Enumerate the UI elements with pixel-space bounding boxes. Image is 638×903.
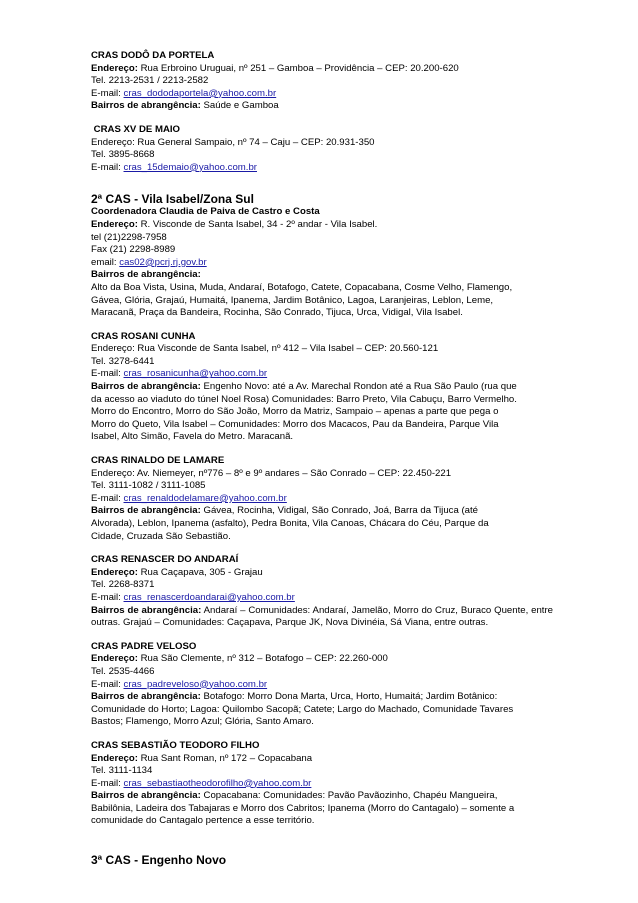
address-value: Rua Sant Roman, nº 172 – Copacabana <box>137 752 313 764</box>
coverage-label: Bairros de abrangência: <box>91 269 201 281</box>
coverage-line <box>91 381 553 394</box>
email-label: E-mail: <box>91 87 124 99</box>
email-label: E-mail: <box>91 777 124 789</box>
email-link[interactable]: cras_renascerdoandarai@yahoo.com.br <box>123 591 295 603</box>
coverage-line <box>91 691 553 704</box>
unit-title: CRAS RINALDO DE LAMARE <box>91 455 225 467</box>
email-line <box>91 493 553 506</box>
email-line <box>91 88 553 101</box>
unit-title: CRAS XV DE MAIO <box>91 123 181 135</box>
cras-padre-block <box>91 641 553 729</box>
coverage-value: Engenho Novo: até a Av. Marechal Rondon até a Rua São Paulo (rua que <box>200 381 517 393</box>
email-label: E-mail: <box>91 591 124 603</box>
coverage-line: Bastos; Flamengo, Morro Azul; Glória, Santo Amaro. <box>91 716 314 728</box>
email-label: E-mail: <box>91 161 124 173</box>
cras-rosani-block <box>91 331 553 444</box>
cras-dodo-block <box>91 50 553 113</box>
cras-renascer-block <box>91 554 553 630</box>
unit-title: CRAS SEBASTIÃO TEODORO FILHO <box>91 739 260 751</box>
address-line: Endereço: Rua General Sampaio, nº 74 – Caju – CEP: 20.931-350 <box>91 136 375 148</box>
section-title: 2ª CAS - Vila Isabel/Zona Sul <box>91 192 254 207</box>
phone-line: Tel. 2213-2531 / 2213-2582 <box>91 75 209 87</box>
coverage-value: Gávea, Rocinha, Vidigal, São Conrado, Joá, Barra da Tijuca (até <box>200 505 478 517</box>
coverage-line <box>91 505 553 518</box>
address-value: Rua São Clemente, nº 312 – Botafogo – CEP: 22.260-000 <box>137 653 388 665</box>
coverage-label: Bairros de abrangência: <box>91 100 201 112</box>
coverage-line: da acesso ao viaduto do túnel Noel Rosa) Comunidades: Barro Preto, Vila Cabuçu, Barro Vermelho. <box>91 393 517 405</box>
unit-title: CRAS RENASCER DO ANDARAÍ <box>91 554 239 566</box>
address-label: Endereço: <box>91 218 138 230</box>
phone-line: Tel. 3278-6441 <box>91 355 155 367</box>
unit-title: CRAS ROSANI CUNHA <box>91 330 196 342</box>
address-value: Rua Caçapava, 305 - Grajau <box>137 566 263 578</box>
address-line: Endereço: Rua Visconde de Santa Isabel, nº 412 – Vila Isabel – CEP: 20.560-121 <box>91 343 439 355</box>
coverage-line <box>91 100 553 113</box>
address-label: Endereço: <box>91 653 138 665</box>
address-line <box>91 219 553 232</box>
coverage-label: Bairros de abrangência: <box>91 381 201 393</box>
address-line <box>91 567 553 580</box>
coverage-value: Andaraí – Comunidades: Andaraí, Jamelão, Morro do Cruz, Buraco Quente, entre outras. Grajaú – Comunidades: Caçapava, Parque JK, Nova Divinéia, Sá Viana, entre outras. <box>91 604 553 629</box>
coverage-line: Gávea, Glória, Grajaú, Humaitá, Ipanema, Jardim Botânico, Lagoa, Laranjeiras, Leblon, Leme, <box>91 294 494 306</box>
coverage-label: Bairros de abrangência: <box>91 790 201 802</box>
phone-line: Tel. 3895-8668 <box>91 149 155 161</box>
address-line <box>91 63 553 76</box>
phone-line: Tel. 2268-8371 <box>91 579 155 591</box>
email-label: E-mail: <box>91 678 124 690</box>
email-label: E-mail: <box>91 368 124 380</box>
address-value: R. Visconde de Santa Isabel, 34 - 2º andar - Vila Isabel. <box>137 218 378 230</box>
coverage-value: Saúde e Gamboa <box>200 100 279 112</box>
email-link[interactable]: cras_15demaio@yahoo.com.br <box>123 161 257 173</box>
coverage-line: Isabel, Alto Simão, Favela do Metro. Maracanã. <box>91 431 294 443</box>
coordinator-line: Coordenadora Claudia de Paiva de Castro e Costa <box>91 206 320 218</box>
document-page <box>91 50 553 828</box>
address-line <box>91 653 553 666</box>
coverage-line: Maracanã, Praça da Bandeira, Rocinha, São Conrado, Tijuca, Urca, Vidigal, Vila Isabel. <box>91 307 463 319</box>
coverage-label: Bairros de abrangência: <box>91 604 202 616</box>
address-line <box>91 753 553 766</box>
email-line <box>91 679 553 692</box>
coverage-line: Comunidade do Horto; Lagoa: Quilombo Sacopã; Catete; Largo do Machado, Comunidade Tavares <box>91 703 514 715</box>
email-line <box>91 257 553 270</box>
email-link[interactable]: cras_dododaportela@yahoo.com.br <box>123 87 277 99</box>
coverage-line: Morro do Encontro, Morro do São João, Morro da Matriz, Sampaio – apenas a parte que pega o <box>91 406 499 418</box>
cras-rinaldo-block <box>91 455 553 543</box>
phone-line: tel (21)2298-7958 <box>91 231 167 243</box>
phone-line: Tel. 2535-4466 <box>91 665 155 677</box>
email-line <box>91 368 553 381</box>
email-line <box>91 162 553 175</box>
phone-line: Tel. 3111-1082 / 3111-1085 <box>91 480 206 492</box>
address-value: Rua Erbroino Uruguai, nº 251 – Gamboa – Providência – CEP: 20.200-620 <box>137 62 459 74</box>
coverage-paragraph <box>91 605 553 630</box>
cras-sebastiao-block <box>91 740 553 828</box>
coverage-line: comunidade do Cantagalo pertence a esse território. <box>91 815 315 827</box>
email-link[interactable]: cras_sebastiaotheodorofilho@yahoo.com.br <box>123 777 312 789</box>
cas2-block <box>91 192 553 319</box>
coverage-label: Bairros de abrangência: <box>91 505 201 517</box>
address-label: Endereço: <box>91 752 138 764</box>
email-line <box>91 592 553 605</box>
coverage-line <box>91 790 553 803</box>
email-label: email: <box>91 256 120 268</box>
coverage-line: Babilônia, Ladeira dos Tabajaras e Morro dos Cabritos; Ipanema (Morro do Cantagalo) – somente a <box>91 802 515 814</box>
email-link[interactable]: cas02@pcrj.rj.gov.br <box>119 256 207 268</box>
address-label: Endereço: <box>91 566 138 578</box>
email-link[interactable]: cras_padreveloso@yahoo.com.br <box>123 678 268 690</box>
fax-line: Fax (21) 2298-8989 <box>91 244 176 256</box>
coverage-line: Alvorada), Leblon, Ipanema (asfalto), Pedra Bonita, Vila Canoas, Chácara do Céu, Parque da <box>91 518 489 529</box>
coverage-value: Copacabana: Comunidades: Pavão Pavãozinho, Chapéu Mangueira, <box>200 790 498 802</box>
phone-line: Tel. 3111-1134 <box>91 765 153 777</box>
unit-title: CRAS PADRE VELOSO <box>91 640 197 652</box>
email-link[interactable]: cras_renaldodelamare@yahoo.com.br <box>123 492 287 504</box>
unit-title: CRAS DODÔ DA PORTELA <box>91 50 215 61</box>
coverage-line: Alto da Boa Vista, Usina, Muda, Andaraí, Botafogo, Catete, Copacabana, Cosme Velho, Flamengo, <box>91 281 513 293</box>
coverage-line: Morro do Queto, Vila Isabel – Comunidades: Morro dos Macacos, Pau da Bandeira, Parque Vila <box>91 418 499 430</box>
address-label: Endereço: <box>91 62 138 74</box>
email-label: E-mail: <box>91 492 124 504</box>
footer-section-title: 3ª CAS - Engenho Novo <box>91 853 227 867</box>
coverage-label: Bairros de abrangência: <box>91 691 201 703</box>
coverage-value: Botafogo: Morro Dona Marta, Urca, Horto, Humaitá; Jardim Botânico: <box>200 691 498 703</box>
cras-xv-block <box>91 124 553 174</box>
email-link[interactable]: cras_rosanicunha@yahoo.com.br <box>123 368 268 380</box>
email-line <box>91 778 553 791</box>
address-line: Endereço: Av. Niemeyer, nº776 – 8º e 9º andares – São Conrado – CEP: 22.450-221 <box>91 467 452 479</box>
coverage-line: Cidade, Cruzada São Sebastião. <box>91 530 231 542</box>
